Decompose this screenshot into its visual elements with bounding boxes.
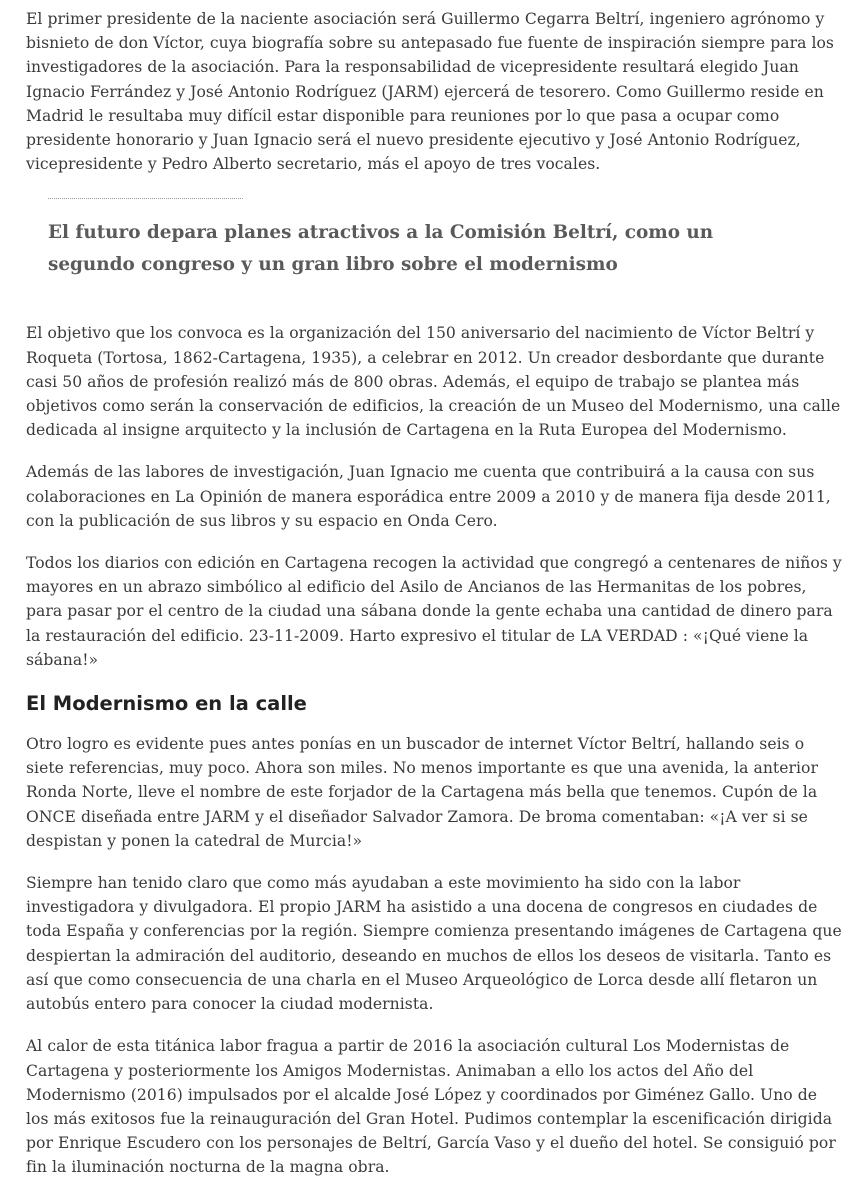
pull-quote-divider (48, 198, 243, 199)
section-heading: El Modernismo en la calle (26, 692, 307, 716)
article-paragraph: El objetivo que los convoca es la organización del 150 aniversario del nacimiento de Víctor Beltrí y Roqueta (Tortosa, 1862-Cartagena, 1935), a celebrar en 2012. Un creador desbordante que durante casi 50 años de profesión realizó más de 800 obras. Además, el equipo de trabajo se plantea más objetivos como serán la conservación de edificios, la creación de un Museo del Modernismo, una calle dedicada al insigne arquitecto y la inclusión de Cartagena en la Ruta Europea del Modernismo. (26, 324, 841, 440)
article-paragraph: El primer presidente de la naciente asociación será Guillermo Cegarra Beltrí, ingeniero agrónomo y bisnieto de don Víctor, cuya biografía sobre su antepasado fue fuente de inspiración siempre para los investigadores de la asociación. Para la responsabilidad de vicepresidente resultará elegido Juan Ignacio Ferrández y José Antonio Rodríguez (JARM) ejercerá de tesorero. Como Guillermo reside en Madrid le resultaba muy difícil estar disponible para reuniones por lo que pasa a ocupar como presidente honorario y Juan Ignacio será el nuevo presidente ejecutivo y José Antonio Rodríguez, vicepresidente y Pedro Alberto secretario, más el apoyo de tres vocales. (26, 10, 834, 174)
pull-quote-text: El futuro depara planes atractivos a la Comisión Beltrí, como un segundo congreso y un gran libro sobre el modernismo (48, 222, 714, 276)
article-paragraph: Todos los diarios con edición en Cartagena recogen la actividad que congregó a centenares de niños y mayores en un abrazo simbólico al edificio del Asilo de Ancianos de las Hermanitas de los pobres, para pasar por el centro de la ciudad una sábana donde la gente echaba una cantidad de dinero para la restauración del edificio. 23-11-2009. Harto expresivo el titular de LA VERDAD : «¡Qué viene la sábana!» (26, 554, 842, 669)
pull-quote (48, 198, 748, 281)
article-paragraph: Otro logro es evidente pues antes ponías en un buscador de internet Víctor Beltrí, hallando seis o siete referencias, muy poco. Ahora son miles. No menos importante es que una avenida, la anterior Ronda Norte, lleve el nombre de este forjador de la Cartagena más bella que tenemos. Cupón de la ONCE diseñada entre JARM y el diseñador Salvador Zamora. De broma comentaban: «¡A ver si se despistan y ponen la catedral de Murcia!» (26, 735, 818, 850)
article-paragraph: Siempre han tenido claro que como más ayudaban a este movimiento ha sido con la labor investigadora y divulgadora. El propio JARM ha asistido a una docena de congresos en ciudades de toda España y conferencias por la región. Siempre comienza presentando imágenes de Cartagena que despiertan la admiración del auditorio, deseando en muchos de ellos los deseos de visitarla. Tanto es así que como consecuencia de una charla en el Museo Arqueológico de Lorca desde allí fletaron un autobús entero para conocer la ciudad modernista. (26, 874, 842, 1014)
article-paragraph: Al calor de esta titánica labor fragua a partir de 2016 la asociación cultural Los Modernistas de Cartagena y posteriormente los Amigos Modernistas. Animaban a ello los actos del Año del Modernismo (2016) impulsados por el alcalde José López y coordinados por Giménez Gallo. Uno de los más exitosos fue la reinauguración del Gran Hotel. Pudimos contemplar la escenificación dirigida por Enrique Escudero con los personajes de Beltrí, García Vaso y el dueño del hotel. Se consiguió por fin la iluminación nocturna de la magna obra. (26, 1037, 836, 1177)
article-paragraph: Además de las labores de investigación, Juan Ignacio me cuenta que contribuirá a la causa con sus colaboraciones en La Opinión de manera esporádica entre 2009 a 2010 y de manera fija desde 2011, con la publicación de sus libros y su espacio en Onda Cero. (26, 463, 831, 530)
